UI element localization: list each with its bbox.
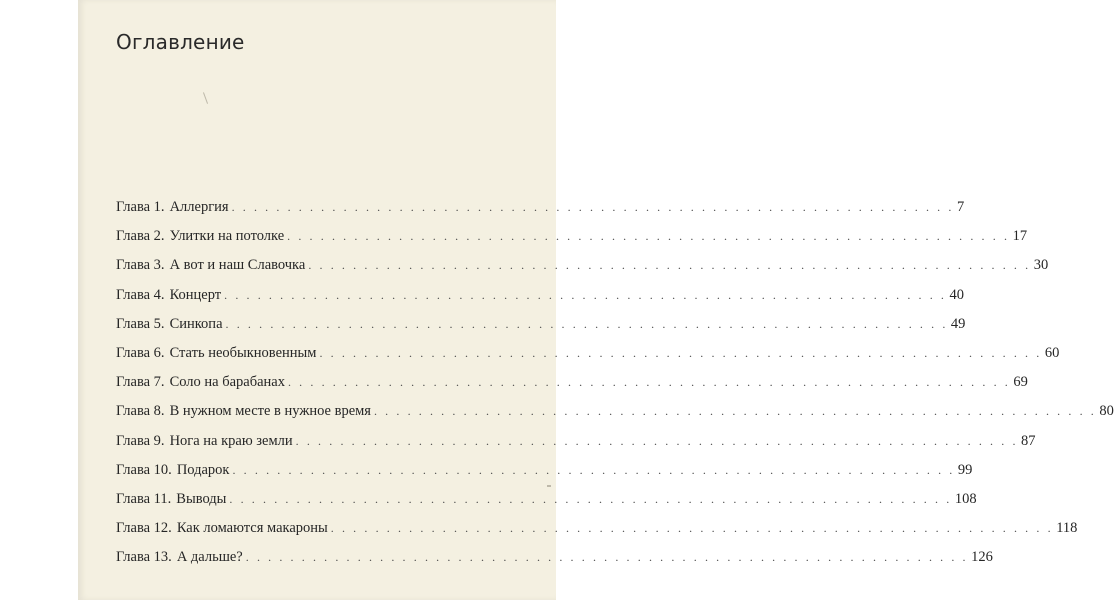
chapter-number: Глава 11. xyxy=(116,490,172,507)
dot-leader: . . . . . . . . . . . . . . . . . . . . . . . . . . . . . . . . . . . . . . . . . . . . . . . . . . . . . . . . . . . . . . . . . xyxy=(231,200,954,214)
toc-entry-8 xyxy=(116,403,1114,432)
page-number: 69 xyxy=(1013,374,1028,391)
chapter-number: Глава 6. xyxy=(116,344,165,361)
toc-entry-9 xyxy=(116,432,1036,462)
page-number: 108 xyxy=(954,490,977,507)
chapter-title: Концерт xyxy=(169,286,222,303)
chapter-title: Стать необыкновенным xyxy=(169,344,317,361)
toc-entry-6 xyxy=(116,344,1060,374)
toc-entry-13 xyxy=(116,549,993,578)
page-number: 118 xyxy=(1056,520,1078,537)
chapter-number: Глава 7. xyxy=(116,374,165,391)
toc-entry-4 xyxy=(116,286,965,316)
chapter-number: Глава 12. xyxy=(116,520,172,537)
toc-entry-1 xyxy=(116,199,965,228)
chapter-number: Глава 13. xyxy=(116,549,172,566)
page-title: Оглавление xyxy=(116,30,245,54)
paper-speck xyxy=(203,92,208,104)
toc-entry-2 xyxy=(116,228,1028,257)
dot-leader: . . . . . . . . . . . . . . . . . . . . . . . . . . . . . . . . . . . . . . . . . . . . . . . . . . . . . . . . . . . . . . . . . xyxy=(295,433,1019,448)
chapter-number: Глава 2. xyxy=(116,228,165,245)
dot-leader: . . . . . . . . . . . . . . . . . . . . . . . . . . . . . . . . . . . . . . . . . . . . . . . . . . . . . . . . . . . . . . . . . xyxy=(287,229,1010,244)
dot-leader: . . . . . . . . . . . . . . . . . . . . . . . . . . . . . . . . . . . . . . . . . . . . . . . . . . . . . . . . . . . . . . . . . xyxy=(225,316,948,331)
chapter-number: Глава 9. xyxy=(116,432,165,449)
chapter-number: Глава 5. xyxy=(116,315,165,332)
toc-entry-11 xyxy=(116,490,977,520)
page-number: 17 xyxy=(1012,228,1028,245)
toc-entry-5 xyxy=(116,315,966,345)
page-number: 60 xyxy=(1044,344,1060,361)
toc-entry-12 xyxy=(116,520,1078,549)
chapter-title: Соло на барабанах xyxy=(169,374,285,391)
page-number: 40 xyxy=(949,286,965,303)
chapter-title: Аллергия xyxy=(169,199,229,215)
toc-entry-10 xyxy=(116,461,973,491)
table-of-contents xyxy=(116,199,1114,578)
chapter-number: Глава 10. xyxy=(116,461,172,478)
chapter-title: Подарок xyxy=(176,461,230,478)
dot-leader: . . . . . . . . . . . . . . . . . . . . . . . . . . . . . . . . . . . . . . . . . . . . . . . . . . . . . . . . . . . . . . . . . xyxy=(229,491,952,506)
chapter-title: Выводы xyxy=(176,490,227,507)
toc-entry-3 xyxy=(116,257,1049,286)
chapter-number: Глава 4. xyxy=(116,286,165,303)
chapter-title: Нога на краю земли xyxy=(169,432,293,449)
chapter-title: А вот и наш Славочка xyxy=(169,257,306,274)
page-number: 80 xyxy=(1099,403,1114,420)
page-number: 87 xyxy=(1021,432,1036,449)
page-number: 126 xyxy=(971,549,993,566)
chapter-title: А дальше? xyxy=(176,549,243,566)
book-page xyxy=(78,0,1114,600)
chapter-number: Глава 1. xyxy=(116,199,165,215)
dot-leader: . . . . . . . . . . . . . . . . . . . . . . . . . . . . . . . . . . . . . . . . . . . . . . . . . . . . . . . . . . . . . . . . . xyxy=(232,462,955,477)
chapter-number: Глава 3. xyxy=(116,257,165,274)
dot-leader: . . . . . . . . . . . . . . . . . . . . . . . . . . . . . . . . . . . . . . . . . . . . . . . . . . . . . . . . . . . . . . . . . xyxy=(224,287,947,302)
chapter-number: Глава 8. xyxy=(116,403,165,420)
chapter-title: Как ломаются макароны xyxy=(176,520,328,537)
dot-leader: . . . . . . . . . . . . . . . . . . . . . . . . . . . . . . . . . . . . . . . . . . . . . . . . . . . . . . . . . . . . . . . . . xyxy=(287,375,1011,390)
toc-entry-7 xyxy=(116,374,1028,403)
dot-leader: . . . . . . . . . . . . . . . . . . . . . . . . . . . . . . . . . . . . . . . . . . . . . . . . . . . . . . . . . . . . . . . . . xyxy=(373,404,1097,419)
page-number: 7 xyxy=(956,199,965,215)
dot-leader: . . . . . . . . . . . . . . . . . . . . . . . . . . . . . . . . . . . . . . . . . . . . . . . . . . . . . . . . . . . . . . . . . xyxy=(245,550,969,565)
page-number: 99 xyxy=(957,461,973,478)
dot-leader: . . . . . . . . . . . . . . . . . . . . . . . . . . . . . . . . . . . . . . . . . . . . . . . . . . . . . . . . . . . . . . . . . xyxy=(319,345,1042,360)
dot-leader: . . . . . . . . . . . . . . . . . . . . . . . . . . . . . . . . . . . . . . . . . . . . . . . . . . . . . . . . . . . . . . . . . xyxy=(330,521,1054,536)
page-number: 49 xyxy=(950,315,966,332)
chapter-title: Улитки на потолке xyxy=(169,228,285,245)
dot-leader: . . . . . . . . . . . . . . . . . . . . . . . . . . . . . . . . . . . . . . . . . . . . . . . . . . . . . . . . . . . . . . . . . xyxy=(308,258,1031,273)
page-number: 30 xyxy=(1033,257,1049,274)
chapter-title: В нужном месте в нужное время xyxy=(169,403,371,420)
chapter-title: Синкопа xyxy=(169,315,223,332)
paper-speck xyxy=(547,485,551,487)
